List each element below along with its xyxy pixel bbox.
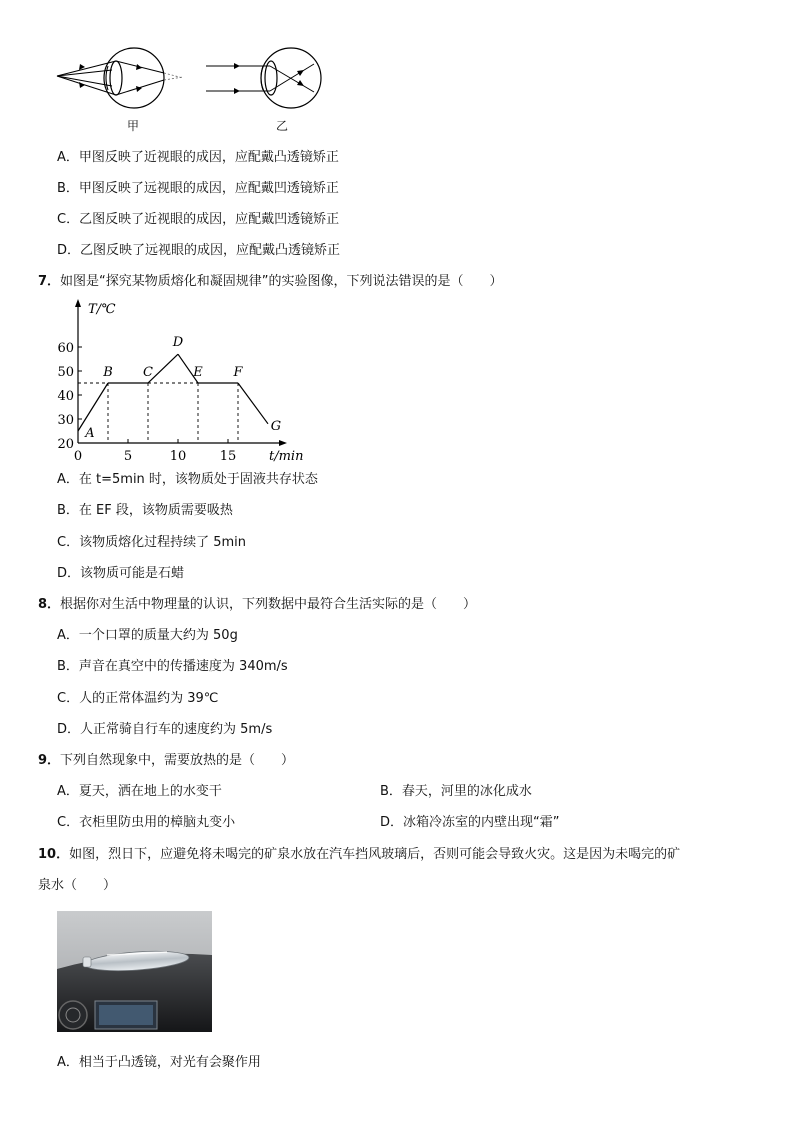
- melting-curve-chart: [0, 0, 794, 470]
- q6-option-c: C．乙图反映了近视眼的成因，应配戴凹透镜矫正: [57, 212, 340, 227]
- point-label-e: E: [193, 365, 203, 380]
- point-label-d: D: [172, 335, 184, 351]
- q10-number: 10．: [38, 847, 70, 862]
- q9-stem: [38, 753, 294, 769]
- q9-option-d: D．冰箱冷冻室的内壁出现“霜”: [380, 815, 560, 830]
- y-tick-label: 60: [57, 341, 74, 356]
- diagram-label-jia: 甲: [127, 119, 140, 133]
- curve-segment: [78, 383, 108, 431]
- q8-option-d: D．人正常骑自行车的速度约为 5m/s: [57, 722, 273, 737]
- y-tick-label: 20: [57, 437, 74, 452]
- point-label-f: F: [233, 365, 243, 380]
- q9-option-a: A．夏天，洒在地上的水变干: [57, 784, 222, 799]
- x-tick-label: 15: [219, 449, 237, 464]
- q8-option-a: A．一个口罩的质量大约为 50g: [57, 628, 238, 643]
- q7-number: 7．: [38, 274, 61, 289]
- x-tick-label: 10: [169, 449, 187, 464]
- q6-option-a: A．甲图反映了近视眼的成因，应配戴凸透镜矫正: [57, 150, 339, 165]
- q7-text: 如图是“探究某物质熔化和凝固规律”的实验图像，下列说法错误的是（ ）: [60, 274, 503, 289]
- q6-option-b: B．甲图反映了远视眼的成因，应配戴凹透镜矫正: [57, 181, 339, 196]
- q10-option-a: A．相当于凸透镜，对光有会聚作用: [57, 1055, 261, 1070]
- q7-option-c: C．该物质熔化过程持续了 5min: [57, 535, 246, 550]
- q8-option-c: C．人的正常体温约为 39℃: [57, 691, 219, 706]
- point-label-g: G: [270, 418, 282, 434]
- q8-number: 8．: [38, 597, 61, 612]
- x-tick-label: 5: [123, 449, 133, 464]
- q9-number: 9．: [38, 753, 61, 768]
- y-tick-label: 40: [57, 389, 74, 404]
- y-tick-label: 50: [57, 365, 74, 380]
- q9-option-b: B．春天，河里的冰化成水: [380, 784, 532, 799]
- point-label-b: B: [103, 365, 113, 380]
- diagram-label-yi: 乙: [276, 119, 289, 133]
- point-label-c: C: [143, 365, 153, 380]
- dashboard-bottle-photo: [57, 911, 212, 1032]
- q10-text: 如图，烈日下，应避免将未喝完的矿泉水放在汽车挡风玻璃后，否则可能会导致火灾。这是因为未喝完的矿: [69, 847, 681, 862]
- x-tick-label: 0: [73, 449, 83, 464]
- q6-option-d: D．乙图反映了远视眼的成因，应配戴凸透镜矫正: [57, 243, 341, 258]
- q10-stem-line1: [38, 847, 680, 863]
- q10-stem-line2: 泉水（ ）: [38, 878, 117, 893]
- x-axis-arrow: [279, 440, 287, 446]
- q7-option-b: B．在 EF 段，该物质需要吸热: [57, 503, 233, 518]
- q9-text: 下列自然现象中，需要放热的是（ ）: [60, 753, 295, 768]
- y-axis-label: T/℃: [88, 302, 116, 317]
- x-axis-label: t/min: [269, 449, 304, 464]
- q9-option-c: C．衣柜里防虫用的樟脑丸变小: [57, 815, 236, 830]
- y-tick-label: 30: [57, 413, 74, 428]
- q8-stem: [38, 597, 476, 613]
- y-axis-arrow: [75, 299, 81, 307]
- point-label-a: A: [85, 426, 95, 441]
- q7-option-a: A．在 t=5min 时，该物质处于固液共存状态: [57, 472, 318, 487]
- q7-option-d: D．该物质可能是石蜡: [57, 566, 185, 581]
- q8-text: 根据你对生活中物理量的认识，下列数据中最符合生活实际的是（ ）: [60, 597, 477, 612]
- curve-segment: [238, 383, 268, 424]
- q8-option-b: B．声音在真空中的传播速度为 340m/s: [57, 659, 288, 674]
